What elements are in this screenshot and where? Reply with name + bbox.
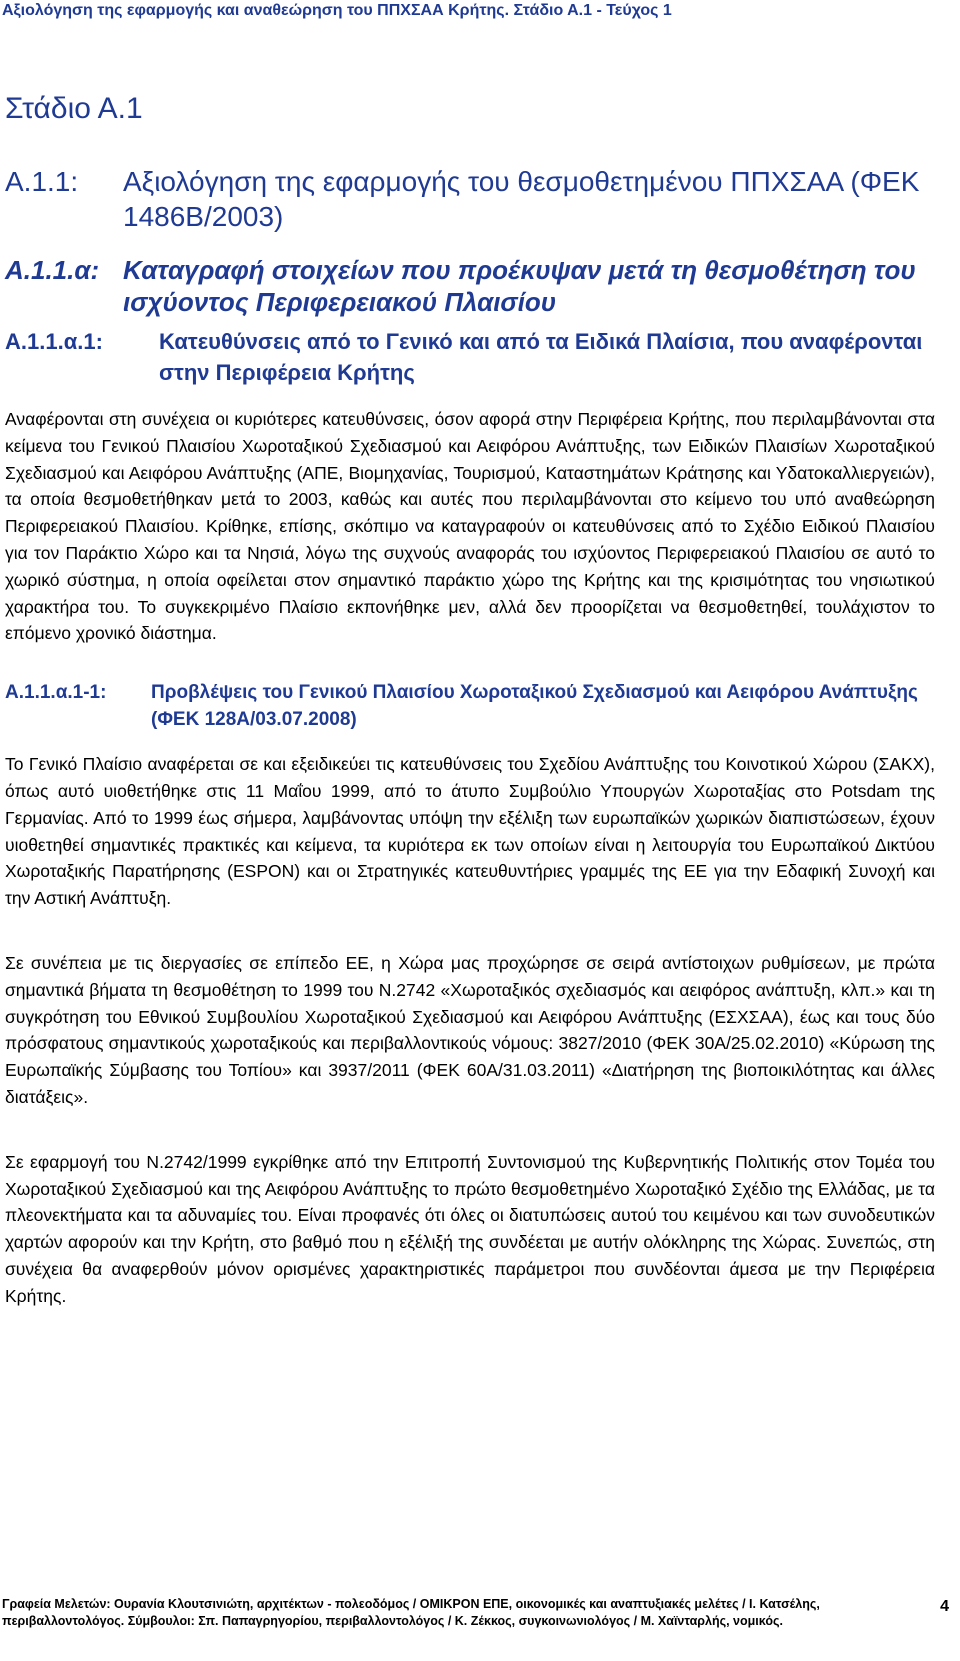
paragraph-eu-processes: Σε συνέπεια με τις διεργασίες σε επίπεδο ΕΕ, η Χώρα μας προχώρησε σε σειρά αντίστοιχων ρυθμίσεων, με πρώτα σημαντικά βήματα τη θεσμοθέτηση το 1999 του Ν.2742 «Χωροταξικός σχεδιασμός και αειφόρος ανάπτυξη, κλπ.» και τη συγκρότηση του Εθνικού Συμβουλίου Χωροταξικού Σχεδιασμού και Αειφόρου Ανάπτυξης (ΕΣΧΣΑΑ), έως και τους δύο πρόσφατους σημαντικούς χωροταξικούς και περιβαλλοντικούς νόμους: 3827/2010 (ΦΕΚ 30Α/25.02.2010) «Κύρωση της Ευρωπαϊκής Σύμβασης του Τοπίου» και 3937/2011 (ΦΕΚ 60Α/31.03.2011) «Διατήρηση της βιοποικιλότητας και άλλες διατάξεις». <box>5 952 935 1107</box>
footer-credits: Γραφεία Μελετών: Ουρανία Κλουτσινιώτη, αρχιτέκτων - πολεοδόμος / ΟΜΙΚΡΟΝ ΕΠΕ, οικονομικές και αναπτυξιακές μελέτες / Ι. Κατσέλης, περιβαλλοντολόγος. Σύμβουλοι: Σπ. Παπαγρηγορίου, περιβαλλοντολόγος / Κ. Ζέκκος, συγκοινωνιολόγος / Μ. Χαϊνταρλής, νομικός. <box>2 1597 820 1628</box>
provisions-number: Α.1.1.α.1-1: <box>5 682 107 704</box>
subsubsection-title: Κατευθύνσεις από το Γενικό και από τα Ειδικά Πλαίσια, που αναφέρονται στην Περιφέρεια Κρήτης <box>159 329 923 385</box>
page-footer <box>2 1596 952 1630</box>
section-number: Α.1.1: <box>5 166 79 197</box>
provisions-title: Προβλέψεις του Γενικού Πλαισίου Χωροταξικού Σχεδιασμού και Αειφόρου Ανάπτυξης (ΦΕΚ 128Α/03.07.2008) <box>151 682 918 731</box>
section-title: Αξιολόγηση της εφαρμογής του θεσμοθετημένου ΠΠΧΣΑΑ (ΦΕΚ 1486Β/2003) <box>123 166 920 232</box>
page-number: 4 <box>940 1598 949 1615</box>
subsubsection-number: Α.1.1.α.1: <box>5 329 103 354</box>
provisions-heading <box>5 679 935 733</box>
section-heading <box>5 164 935 234</box>
paragraph-intro: Αναφέρονται στη συνέχεια οι κυριότερες κατευθύνσεις, όσον αφορά στην Περιφέρεια Κρήτης, που περιλαμβάνονται στα κείμενα του Γενικού Πλαισίου Χωροταξικού Σχεδιασμού και Αειφόρου Ανάπτυξης, των Ειδικών Πλαισίων Χωροταξικού Σχεδιασμού και Αειφόρου Ανάπτυξης (ΑΠΕ, Βιομηχανίας, Τουρισμού, Καταστημάτων Κράτησης και Υδατοκαλλιεργειών), τα οποία θεσμοθετήθηκαν μετά το 2003, καθώς και αυτές που περιλαμβάνονται στο κείμενο του υπό αναθεώρηση Περιφερειακού Πλαισίου. Κρίθηκε, επίσης, σκόπιμο να καταγραφούν οι κατευθύνσεις από το Σχέδιο Ειδικού Πλαισίου για τον Παράκτιο Χώρο και τα Νησιά, λόγω της συχνούς αναφοράς του ισχύοντος Περιφερειακού Πλαισίου σε αυτό το χωρικό σύστημα, η οποία οφείλεται στον σημαντικό παράκτιο χώρο της Κρήτης και της κρισιμότητας του νησιωτικού χαρακτήρα του. Το συγκεκριμένο Πλαίσιο εκπονήθηκε μεν, αλλά δεν προορίζεται να θεσμοθετηθεί, τουλάχιστον το επόμενο χρονικό διάστημα. <box>5 409 935 644</box>
subsection-title: Καταγραφή στοιχείων που προέκυψαν μετά τη θεσμοθέτηση του ισχύοντος Περιφερειακού Πλαισίου <box>123 255 916 317</box>
document-body <box>5 92 935 1310</box>
subsection-heading <box>5 254 935 318</box>
subsection-number: Α.1.1.α: <box>5 255 100 285</box>
running-header: Αξιολόγηση της εφαρμογής και αναθεώρηση του ΠΠΧΣΑΑ Κρήτης. Στάδιο Α.1 - Τεύχος 1 <box>2 2 672 19</box>
stage-title: Στάδιο Α.1 <box>5 92 143 125</box>
paragraph-general-framework: Το Γενικό Πλαίσιο αναφέρεται σε και εξειδικεύει τις κατευθύνσεις του Σχεδίου Ανάπτυξης του Κοινοτικού Χώρου (ΣΑΚΧ), όπως αυτό υιοθετήθηκε στις 11 Μαΐου 1999, από το άτυπο Συμβούλιο Υπουργών Χωροταξίας στο Potsdam της Γερμανίας. Από το 1999 έως σήμερα, λαμβάνοντας υπόψη την εξέλιξη των ευρωπαϊκών χωρικών διαπιστώσεων, έχουν υιοθετηθεί σημαντικές πρακτικές και κείμενα, τα κυριότερα εκ των οποίων είναι η λειτουργία του Ευρωπαϊκού Δικτύου Χωροταξικής Παρατήρησης (ESPON) και οι Στρατηγικές κατευθυντήριες γραμμές της ΕΕ για την Εδαφική Συνοχή και την Αστική Ανάπτυξη. <box>5 754 935 909</box>
paragraph-law-implementation: Σε εφαρμογή του Ν.2742/1999 εγκρίθηκε από την Επιτροπή Συντονισμού της Κυβερνητικής Πολιτικής στον Τομέα του Χωροταξικού Σχεδιασμού και της Αειφόρου Ανάπτυξης το πρώτο θεσμοθετημένο Χωροταξικό Σχέδιο της Ελλάδας, με τα πλεονεκτήματα και τα αδυναμίες του. Είναι προφανές ότι όλες οι διατυπώσεις αυτού του κειμένου και των συνοδευτικών χαρτών αφορούν και την Κρήτη, στο βαθμό που η εξέλιξή της συνδέεται με αυτήν ολόκληρης της Χώρας. Συνεπώς, στη συνέχεια θα αναφερθούν μόνον ορισμένες χαρακτηριστικές παράμετροι που συνδέονται άμεσα με την Περιφέρεια Κρήτης. <box>5 1151 935 1306</box>
subsubsection-heading <box>5 326 935 388</box>
